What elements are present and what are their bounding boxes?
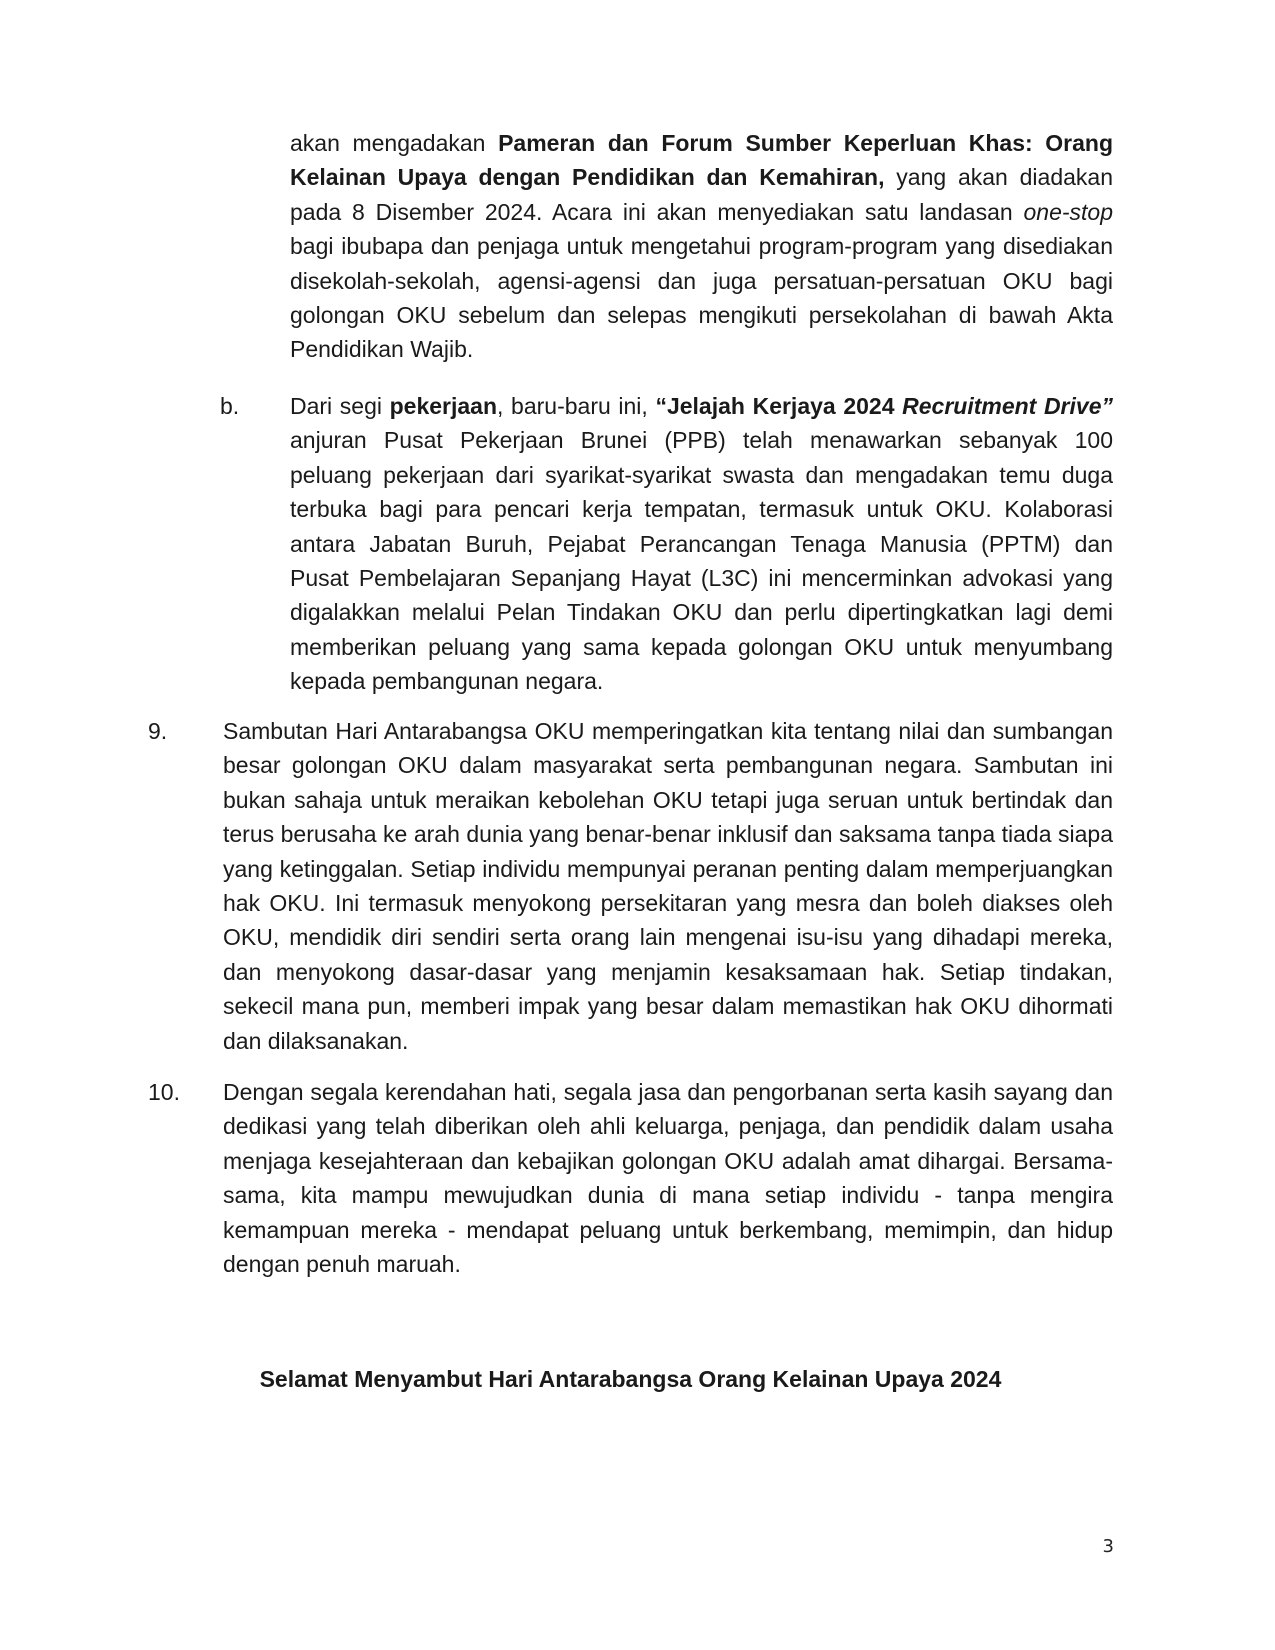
paragraph-9 <box>148 714 1113 1058</box>
bold-event-name: “Jelajah Kerjaya 2024 <box>655 393 903 419</box>
text-run: akan mengadakan <box>290 130 499 156</box>
paragraph-10 <box>148 1075 1113 1281</box>
paragraph-body: Dengan segala kerendahan hati, segala jasa dan pengorbanan serta kasih sayang dan dedikasi yang telah diberikan oleh ahli keluarga, penjaga, dan pendidik dalam usaha menjaga kesejahteraan dan kebajikan golongan OKU adalah amat dihargai. Bersama-sama, kita mampu mewujudkan dunia di mana setiap individu - tanpa mengira kemampuan mereka - mendapat peluang untuk berkembang, memimpin, dan hidup dengan penuh maruah. <box>223 1079 1113 1278</box>
closing-greeting: Selamat Menyambut Hari Antarabangsa Orang Kelainan Upaya 2024 <box>259 1366 1002 1392</box>
italic-term: one-stop <box>1023 198 1113 225</box>
text-run: Dari segi <box>290 393 390 419</box>
text-run: bagi ibubapa dan penjaga untuk mengetahui program-program yang disediakan disekolah-sekolah, agensi-agensi dan juga persatuan-persatuan OKU bagi golongan OKU sebelum dan selepas mengikuti persekolahan di bawah Akta Pendidikan Wajib. <box>290 233 1113 363</box>
page-number: 3 <box>1102 1536 1114 1557</box>
text-run: anjuran Pusat Pekerjaan Brunei (PPB) telah menawarkan sebanyak 100 peluang pekerjaan dari syarikat-syarikat swasta dan mengadakan temu duga terbuka bagi para pencari kerja tempatan, termasuk untuk OKU. Kolaborasi antara Jabatan Buruh, Pejabat Perancangan Tenaga Manusia (PPTM) dan Pusat Pembelajaran Sepanjang Hayat (L3C) ini mencerminkan advokasi yang digalakkan melalui Pelan Tindakan OKU dan perlu dipertingkatkan lagi demi memberikan peluang yang sama kepada golongan OKU untuk menyumbang kepada pembangunan negara. <box>290 427 1113 695</box>
paragraph-body: Sambutan Hari Antarabangsa OKU memperingatkan kita tentang nilai dan sumbangan besar golongan OKU dalam masyarakat serta pembangunan negara. Sambutan ini bukan sahaja untuk meraikan kebolehan OKU tetapi juga seruan untuk bertindak dan terus berusaha ke arah dunia yang benar-benar inklusif dan saksama tanpa tiada siapa yang ketinggalan. Setiap individu mempunyai peranan penting dalam memperjuangkan hak OKU. Ini termasuk menyokong persekitaran yang mesra dan boleh diakses oleh OKU, mendidik diri sendiri serta orang lain mengenai isu-isu yang dihadapi mereka, dan menyokong dasar-dasar yang menjamin kesaksamaan hak. Setiap tindakan, sekecil mana pun, memberi impak yang besar dalam memastikan hak OKU dihormati dan dilaksanakan. <box>223 718 1113 1054</box>
paragraph-8a-continuation <box>290 126 1113 367</box>
list-marker: 10. <box>148 1079 180 1105</box>
bold-event-title: Pameran dan Forum Sumber Keperluan Khas: Orang Kelainan Upaya dengan Pendidikan dan Kemahiran, <box>290 130 1113 191</box>
text-run: yang akan diadakan pada 8 Disember 2024. Acara ini akan menyediakan satu landasan <box>290 164 1113 225</box>
bold-term: pekerjaan <box>389 393 498 419</box>
bold-italic-event-name: Recruitment Drive” <box>902 393 1113 419</box>
list-marker: b. <box>220 393 240 419</box>
paragraph-body <box>290 126 1113 367</box>
list-marker: 9. <box>148 718 168 744</box>
text-run: , baru-baru ini, <box>497 393 656 419</box>
paragraph-8b <box>220 389 1113 699</box>
paragraph-body <box>290 389 1113 699</box>
